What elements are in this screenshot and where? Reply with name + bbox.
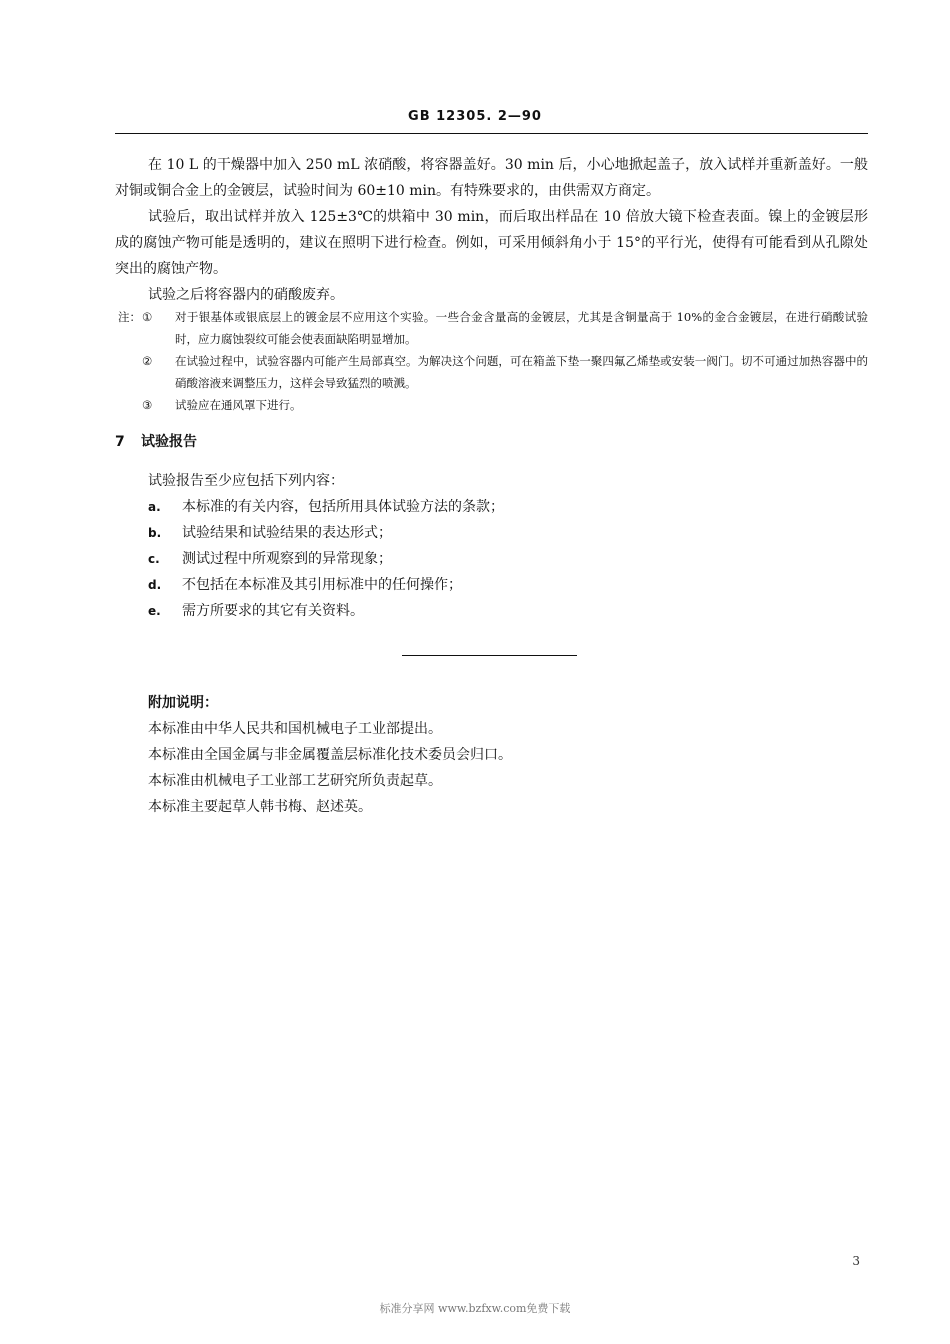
list-item-text: 本标准的有关内容，包括所用具体试验方法的条款；	[182, 499, 504, 515]
note-marker: ③	[142, 398, 153, 412]
appendix-line: 本标准由机械电子工业部工艺研究所负责起草。	[148, 773, 442, 789]
list-item-mark: c.	[148, 552, 160, 566]
note-item	[115, 350, 868, 394]
body-paragraph-3: 试验之后将容器内的硝酸废弃。	[148, 287, 344, 303]
list-item-mark: a.	[148, 500, 161, 514]
appendix-block	[148, 690, 512, 820]
appendix-title: 附加说明：	[148, 695, 218, 711]
appendix-line: 本标准由全国金属与非金属覆盖层标准化技术委员会归口。	[148, 747, 512, 763]
section-title: 试验报告	[141, 434, 197, 450]
end-of-text-rule	[402, 655, 577, 656]
list-item-text: 不包括在本标准及其引用标准中的任何操作；	[182, 577, 462, 593]
list-item	[148, 572, 504, 598]
page-number: 3	[852, 1254, 860, 1268]
notes-label: 注：	[118, 310, 141, 324]
note-text: 在试验过程中，试验容器内可能产生局部真空。为解决这个问题，可在箱盖下垫一聚四氟乙烯垫或安装一阀门。切不可通过加热容器中的硝酸溶液来调整压力，这样会导致猛烈的喷溅。	[175, 354, 868, 390]
watermark-text: 标准分享网 www.bzfxw.com免费下载	[379, 1302, 571, 1315]
body-paragraph-1: 在 10 L 的干燥器中加入 250 mL 浓硝酸，将容器盖好。30 min 后，小心地掀起盖子，放入试样并重新盖好。一般对铜或铜合金上的金镀层，试验时间为 60±10 min。有特殊要求的，由供需双方商定。	[115, 157, 868, 199]
appendix-line: 本标准由中华人民共和国机械电子工业部提出。	[148, 721, 442, 737]
note-item	[115, 306, 868, 350]
page-header-standard-number: GB 12305. 2—90	[408, 109, 542, 124]
list-item-mark: d.	[148, 578, 162, 592]
report-items-list	[148, 494, 504, 624]
appendix-line: 本标准主要起草人韩书梅、赵述英。	[148, 799, 372, 815]
notes-block	[115, 306, 868, 416]
note-marker: ②	[142, 354, 153, 368]
note-text: 试验应在通风罩下进行。	[175, 398, 302, 412]
list-item-text: 试验结果和试验结果的表达形式；	[182, 525, 392, 541]
note-item	[115, 394, 868, 416]
list-item	[148, 520, 504, 546]
list-item-mark: b.	[148, 526, 162, 540]
list-item	[148, 494, 504, 520]
header-rule	[115, 133, 868, 134]
note-text: 对于银基体或银底层上的镀金层不应用这个实验。一些合金含量高的金镀层，尤其是含铜量高于 10%的金合金镀层，在进行硝酸试验时，应力腐蚀裂纹可能会使表面缺陷明显增加。	[175, 310, 868, 346]
report-intro: 试验报告至少应包括下列内容：	[148, 473, 344, 489]
list-item-mark: e.	[148, 604, 161, 618]
list-item-text: 测试过程中所观察到的异常现象；	[182, 551, 392, 567]
list-item	[148, 546, 504, 572]
list-item-text: 需方所要求的其它有关资料。	[182, 603, 364, 619]
section-number: 7	[115, 434, 125, 450]
section-7-heading	[115, 431, 197, 451]
body-paragraph-2: 试验后，取出试样并放入 125±3℃的烘箱中 30 min，而后取出样品在 10 倍放大镜下检查表面。镍上的金镀层形成的腐蚀产物可能是透明的，建议在照明下进行检查。例如，可采用倾斜角小于 15°的平行光，使得有可能看到从孔隙处突出的腐蚀产物。	[115, 209, 868, 277]
list-item	[148, 598, 504, 624]
note-marker: ①	[142, 310, 153, 324]
